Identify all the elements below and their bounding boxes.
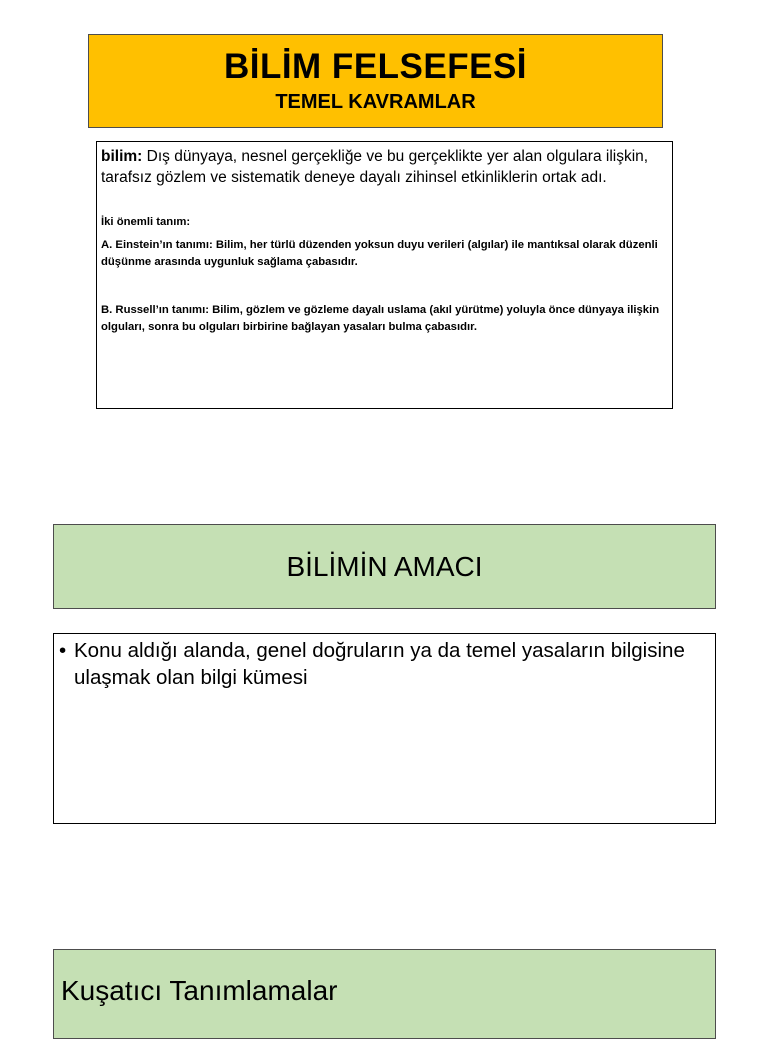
definition-box <box>96 141 673 409</box>
definition-paragraph <box>101 146 666 188</box>
purpose-content-box <box>53 633 716 824</box>
purpose-text: Konu aldığı alanda, genel doğruların ya da temel yasaların bilgisine ulaşmak olan bilgi kümesi <box>74 639 685 689</box>
page-subtitle: TEMEL KAVRAMLAR <box>275 91 476 113</box>
list-item <box>59 637 707 691</box>
bullet-icon: • <box>59 639 67 662</box>
definition-text: Dış dünyaya, nesnel gerçekliğe ve bu gerçeklikte yer alan olgulara ilişkin, tarafsız gözlem ve sistematik deneye dayalı zihinsel etkinliklerin ortak adı. <box>101 148 649 186</box>
comprehensive-definitions-header <box>53 949 716 1039</box>
definition-term: bilim: <box>101 148 143 165</box>
einstein-definition: A. Einstein’ın tanımı: Bilim, her türlü düzenden yoksun duyu verileri (algılar) ile mantıksal olarak düzenli düşünme arasında uygunluk sağlama çabasıdır. <box>101 239 658 268</box>
purpose-heading: BİLİMİN AMACI <box>286 551 483 582</box>
russell-definition: B. Russell’ın tanımı: Bilim, gözlem ve gözleme dayalı uslama (akıl yürütme) yoluyla önce dünyaya ilişkin olguları, sonra bu olguları birbirine bağlayan yasaları bulma çabasıdır. <box>101 304 660 333</box>
purpose-section-header <box>53 524 716 609</box>
definitions-heading: İki önemli tanım: <box>101 216 191 228</box>
page-title: BİLİM FELSEFESİ <box>223 47 528 86</box>
title-banner <box>88 34 663 128</box>
comprehensive-definitions-heading: Kuşatıcı Tanımlamalar <box>61 975 338 1006</box>
